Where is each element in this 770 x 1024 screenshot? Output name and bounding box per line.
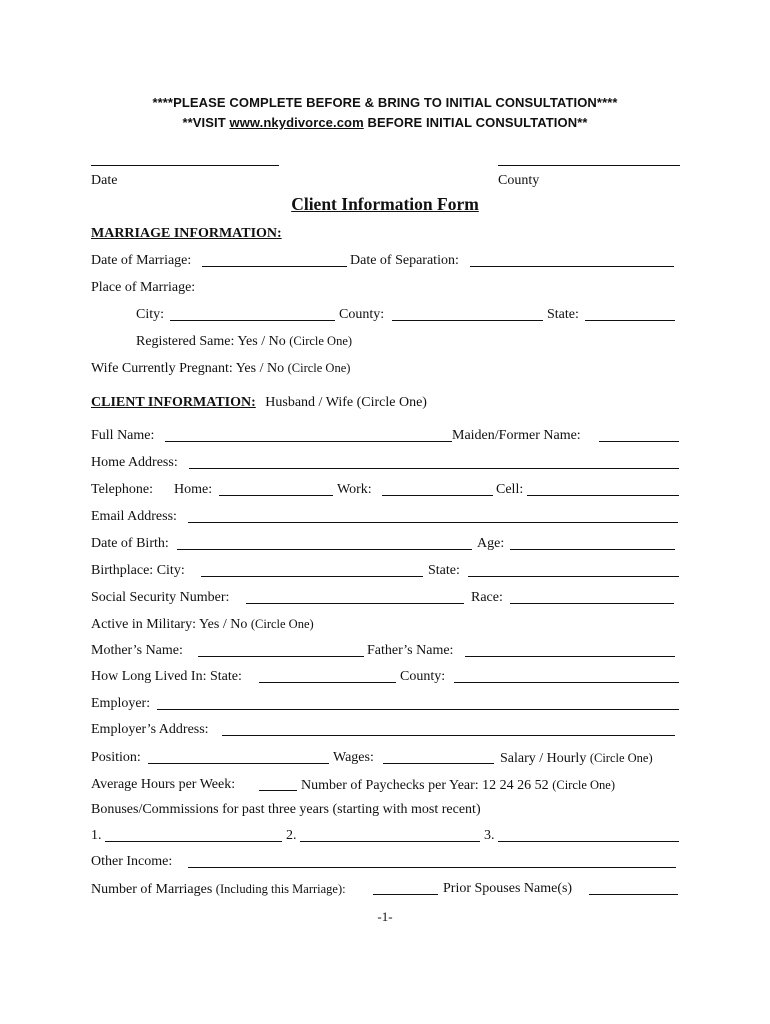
- work-phone-field[interactable]: [382, 495, 493, 496]
- date-of-birth-field[interactable]: [177, 549, 472, 550]
- position-field[interactable]: [148, 763, 329, 764]
- employer-field[interactable]: [157, 709, 679, 710]
- city-label: City:: [136, 307, 165, 322]
- state-label: State:: [547, 307, 579, 322]
- age-label: Age:: [477, 536, 505, 551]
- other-income-label: Other Income:: [91, 854, 173, 869]
- full-name-label: Full Name:: [91, 428, 155, 443]
- circle-one-note: (Circle One): [589, 751, 653, 765]
- position-label: Position:: [91, 750, 141, 765]
- race-field[interactable]: [510, 603, 674, 604]
- ssn-field[interactable]: [246, 603, 464, 604]
- birthplace-state-field[interactable]: [468, 576, 679, 577]
- header-line-2: [0, 115, 770, 130]
- avg-hours-label: Average Hours per Week:: [91, 777, 236, 792]
- employer-label: Employer:: [91, 696, 151, 711]
- website-link[interactable]: www.nkydivorce.com: [229, 115, 364, 130]
- client-information-heading-row: [91, 395, 427, 411]
- city-field[interactable]: [170, 320, 335, 321]
- email-label: Email Address:: [91, 509, 177, 524]
- race-label: Race:: [471, 590, 503, 605]
- registered-same-row: [136, 333, 352, 350]
- county-field[interactable]: [392, 320, 543, 321]
- county-field[interactable]: [498, 165, 680, 166]
- num-marriages-text: Number of Marriages: [91, 882, 213, 897]
- fathers-name-field[interactable]: [465, 656, 675, 657]
- fathers-name-label: Father’s Name:: [367, 643, 454, 658]
- county-label: County:: [339, 307, 385, 322]
- mothers-name-field[interactable]: [198, 656, 364, 657]
- paychecks-options[interactable]: [301, 777, 615, 794]
- other-income-field[interactable]: [188, 867, 676, 868]
- bonus-1-field[interactable]: [105, 841, 282, 842]
- place-of-marriage-label: Place of Marriage:: [91, 280, 196, 295]
- circle-one-note: (Circle One): [552, 778, 616, 792]
- military-row: [91, 616, 314, 633]
- header-line-2-prefix: **VISIT: [182, 115, 230, 130]
- birthplace-city-field[interactable]: [201, 576, 423, 577]
- wages-field[interactable]: [383, 763, 494, 764]
- circle-one-note: (Circle One): [250, 617, 314, 631]
- including-marriage-note: (Including this Marriage):: [215, 882, 346, 896]
- num-marriages-label: [91, 881, 346, 898]
- date-of-marriage-label: Date of Marriage:: [91, 253, 192, 268]
- wife-pregnant-row: [91, 360, 350, 377]
- form-title: Client Information Form: [291, 194, 479, 214]
- military-label[interactable]: Active in Military: Yes / No: [91, 617, 248, 632]
- state-field[interactable]: [585, 320, 675, 321]
- cell-phone-field[interactable]: [527, 495, 679, 496]
- home-address-label: Home Address:: [91, 455, 178, 470]
- lived-in-county-label: County:: [400, 669, 446, 684]
- bonus-3-label: 3.: [484, 828, 495, 843]
- circle-one-note: (Circle One): [287, 361, 351, 375]
- num-marriages-field[interactable]: [373, 894, 438, 895]
- home-phone-field[interactable]: [219, 495, 333, 496]
- cell-phone-label: Cell:: [496, 482, 524, 497]
- bonus-2-label: 2.: [286, 828, 297, 843]
- date-label: Date: [91, 173, 118, 188]
- marriage-information-heading: MARRIAGE INFORMATION:: [91, 226, 282, 241]
- registered-same-label[interactable]: Registered Same: Yes / No: [136, 334, 286, 349]
- maiden-name-label: Maiden/Former Name:: [452, 428, 581, 443]
- husband-wife-options[interactable]: Husband / Wife (Circle One): [265, 395, 427, 410]
- maiden-name-field[interactable]: [599, 441, 679, 442]
- email-field[interactable]: [188, 522, 678, 523]
- date-field[interactable]: [91, 165, 279, 166]
- date-of-marriage-field[interactable]: [202, 266, 347, 267]
- ssn-label: Social Security Number:: [91, 590, 230, 605]
- home-address-field[interactable]: [189, 468, 679, 469]
- date-of-separation-label: Date of Separation:: [350, 253, 459, 268]
- employer-address-label: Employer’s Address:: [91, 722, 209, 737]
- work-phone-label: Work:: [337, 482, 372, 497]
- mothers-name-label: Mother’s Name:: [91, 643, 183, 658]
- avg-hours-field[interactable]: [259, 790, 297, 791]
- client-information-heading: CLIENT INFORMATION:: [91, 395, 256, 410]
- lived-in-county-field[interactable]: [454, 682, 679, 683]
- county-label: County: [498, 173, 540, 188]
- lived-in-state-label: How Long Lived In: State:: [91, 669, 242, 684]
- paychecks-label[interactable]: Number of Paychecks per Year: 12 24 26 52: [301, 778, 549, 793]
- header-line-2-suffix: BEFORE INITIAL CONSULTATION**: [363, 115, 588, 130]
- prior-spouses-label: Prior Spouses Name(s): [443, 881, 573, 896]
- date-of-birth-label: Date of Birth:: [91, 536, 169, 551]
- salary-hourly-label[interactable]: Salary / Hourly: [500, 751, 587, 766]
- page-number: -1-: [377, 909, 393, 924]
- prior-spouses-field[interactable]: [589, 894, 678, 895]
- bonus-1-label: 1.: [91, 828, 102, 843]
- wages-label: Wages:: [333, 750, 374, 765]
- employer-address-field[interactable]: [222, 735, 675, 736]
- date-of-separation-field[interactable]: [470, 266, 674, 267]
- lived-in-state-field[interactable]: [259, 682, 396, 683]
- home-phone-label: Home:: [174, 482, 213, 497]
- birthplace-city-label: Birthplace: City:: [91, 563, 185, 578]
- circle-one-note: (Circle One): [289, 334, 353, 348]
- telephone-label: Telephone:: [91, 482, 153, 497]
- birthplace-state-label: State:: [428, 563, 460, 578]
- bonuses-label: Bonuses/Commissions for past three years (starting with most recent): [91, 802, 481, 817]
- salary-hourly-options[interactable]: [500, 750, 653, 767]
- bonus-2-field[interactable]: [300, 841, 480, 842]
- age-field[interactable]: [510, 549, 675, 550]
- wife-pregnant-label[interactable]: Wife Currently Pregnant: Yes / No: [91, 361, 285, 376]
- bonus-3-field[interactable]: [498, 841, 679, 842]
- header-line-1: ****PLEASE COMPLETE BEFORE & BRING TO INITIAL CONSULTATION****: [152, 95, 618, 110]
- full-name-field[interactable]: [165, 441, 452, 442]
